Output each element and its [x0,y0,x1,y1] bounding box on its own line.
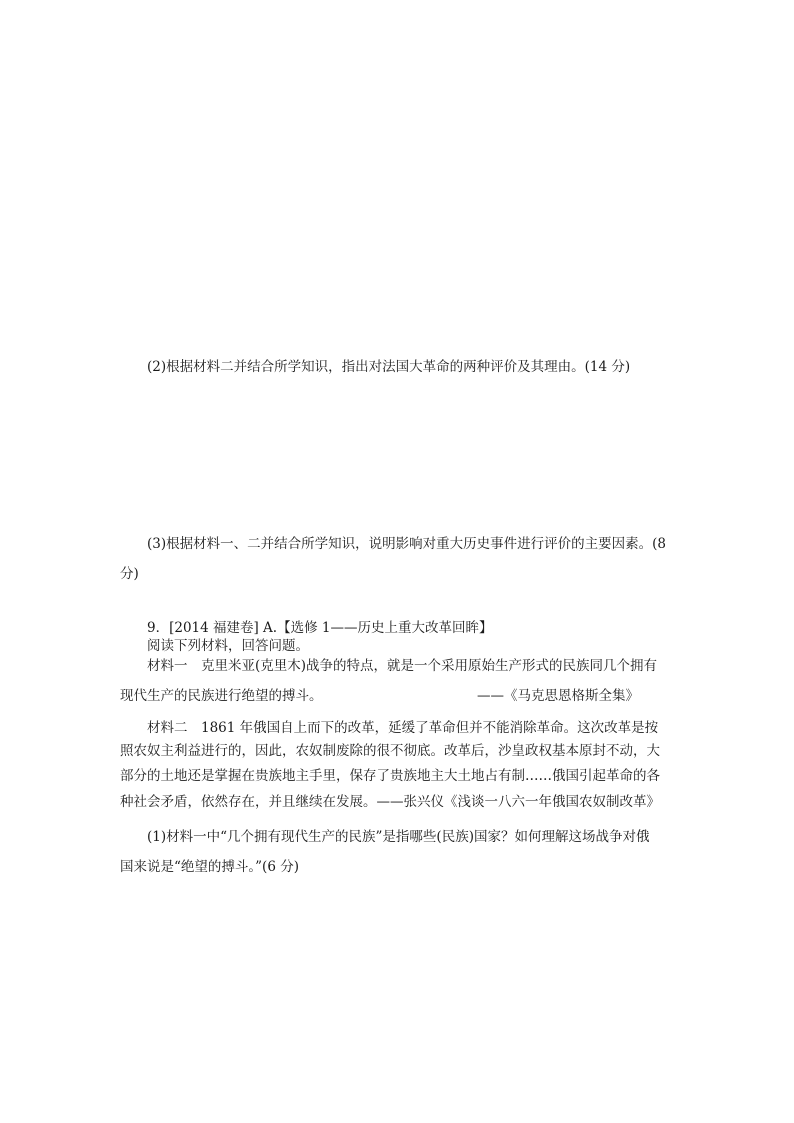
material-1-line-1: 材料一 克里米亚(克里木)战争的特点，就是一个采用原始生产形式的民族同几个拥有 [147,658,658,674]
question-8-part-3-line-1: (3)根据材料一、二并结合所学知识，说明影响对重大历史事件进行评价的主要因素。(8 [147,536,666,552]
material-1-line-2: 现代生产的民族进行绝望的搏斗。 [120,688,323,704]
material-2-line-3: 部分的土地还是掌握在贵族地主手里，保存了贵族地主大土地占有制……俄国引起革命的各 [120,768,660,784]
question-9-instruction: 阅读下列材料，回答问题。 [147,638,309,654]
question-8-part-2: (2)根据材料二并结合所学知识，指出对法国大革命的两种评价及其理由。(14 分) [147,359,631,375]
question-9-part-1-line-1: (1)材料一中“几个拥有现代生产的民族”是指哪些(民族)国家？如何理解这场战争对俄 [147,829,650,845]
material-2-line-1: 材料二 1861 年俄国自上而下的改革，延缓了革命但并不能消除革命。这次改革是按 [147,720,659,736]
material-2-line-2: 照农奴主利益进行的，因此，农奴制废除的很不彻底。改革后，沙皇政权基本原封不动，大 [120,743,660,759]
material-1-source: ——《马克思恩格斯全集》 [477,688,639,704]
question-8-part-3-line-2: 分) [120,566,139,582]
question-9-heading: 9．[2014 福建卷] A.【选修 1——历史上重大改革回眸】 [147,620,493,636]
question-9-part-1-line-2: 国来说是“绝望的搏斗。”(6 分) [120,859,299,875]
material-2-line-4: 种社会矛盾，依然存在，并且继续在发展。——张兴仪《浅谈一八六一年俄国农奴制改革》 [120,794,660,810]
